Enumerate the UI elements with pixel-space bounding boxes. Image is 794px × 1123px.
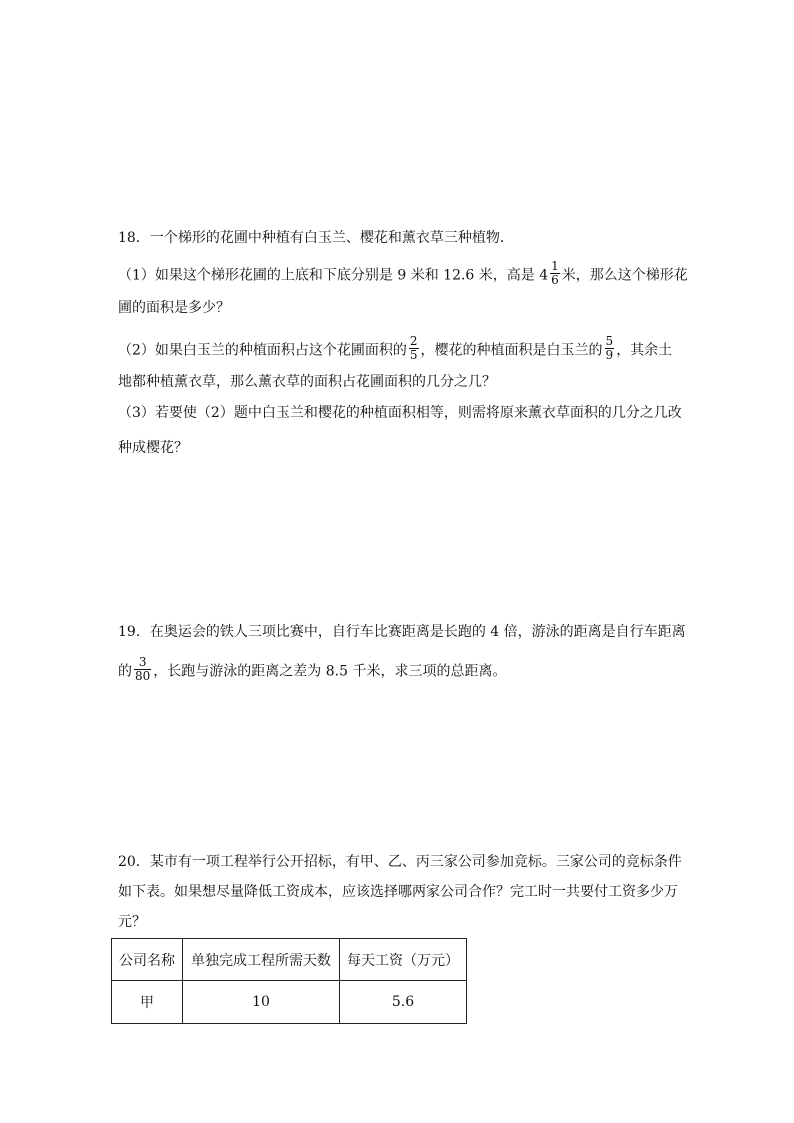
q19-line1: 19．在奥运会的铁人三项比赛中，自行车比赛距离是长跑的 4 倍，游泳的距离是自行车距离	[118, 624, 686, 640]
cell-company: 甲	[112, 981, 183, 1024]
q20-line3: 元？	[118, 914, 146, 930]
fraction-numerator: 1	[551, 259, 559, 273]
q18-part2-text-c: ，其余土	[616, 342, 673, 359]
q18-part2-text-b: ，樱花的种植面积是白玉兰的	[420, 342, 603, 359]
header-company-name: 公司名称	[112, 939, 183, 981]
fraction-numerator: 2	[409, 334, 418, 348]
q18-part1-line1	[118, 259, 688, 289]
q18-height-fraction	[550, 260, 560, 287]
q18-part2-line1	[118, 334, 673, 364]
fraction-denominator: 5	[409, 348, 418, 362]
q19-line2	[118, 655, 507, 685]
q18-part2-line2: 地都种植薰衣草，那么薰衣草的面积占花圃面积的几分之几？	[118, 374, 496, 390]
cell-wage: 5.6	[340, 981, 467, 1024]
q19-text-b: ，长跑与游泳的距离之差为 8.5 千米，求三项的总距离。	[153, 663, 507, 680]
q18-part2-text-a: （2）如果白玉兰的种植面积占这个花圃面积的	[118, 342, 407, 359]
table-row	[112, 981, 467, 1024]
q20-line2: 如下表。如果想尽量降低工资成本，应该选择哪两家公司合作？完工时一共要付工资多少万	[118, 884, 678, 900]
q18-part1-line2: 圃的面积是多少？	[118, 300, 230, 316]
q19-text-a: 的	[118, 663, 132, 680]
fraction-denominator: 80	[135, 669, 151, 683]
table-header-row	[112, 939, 467, 981]
q18-part1-text-b: 米，那么这个梯形花	[561, 267, 688, 284]
q18-part1-text-a: （1）如果这个梯形花圃的上底和下底分别是 9 米和 12.6 米，高是 4	[118, 267, 549, 284]
q18-stem: 18．一个梯形的花圃中种植有白玉兰、樱花和薰衣草三种植物．	[118, 230, 514, 246]
fraction-numerator: 5	[605, 334, 614, 348]
cell-days: 10	[183, 981, 340, 1024]
bid-conditions-table	[111, 938, 467, 1024]
q18-part3-line2: 种成樱花？	[118, 440, 188, 456]
fraction-denominator: 9	[605, 348, 614, 362]
q19-swim-fraction	[134, 656, 151, 683]
fraction-numerator: 3	[134, 656, 151, 670]
fraction-denominator: 6	[551, 273, 559, 287]
q18-cherry-fraction	[605, 335, 615, 362]
q18-magnolia-fraction	[409, 335, 419, 362]
header-days-required: 单独完成工程所需天数	[183, 939, 340, 981]
header-daily-wage: 每天工资（万元）	[340, 939, 467, 981]
q20-line1: 20．某市有一项工程举行公开招标，有甲、乙、丙三家公司参加竞标。三家公司的竞标条件	[118, 854, 682, 870]
q18-part3-line1: （3）若要使（2）题中白玉兰和樱花的种植面积相等，则需将原来薰衣草面积的几分之几改	[118, 405, 682, 421]
